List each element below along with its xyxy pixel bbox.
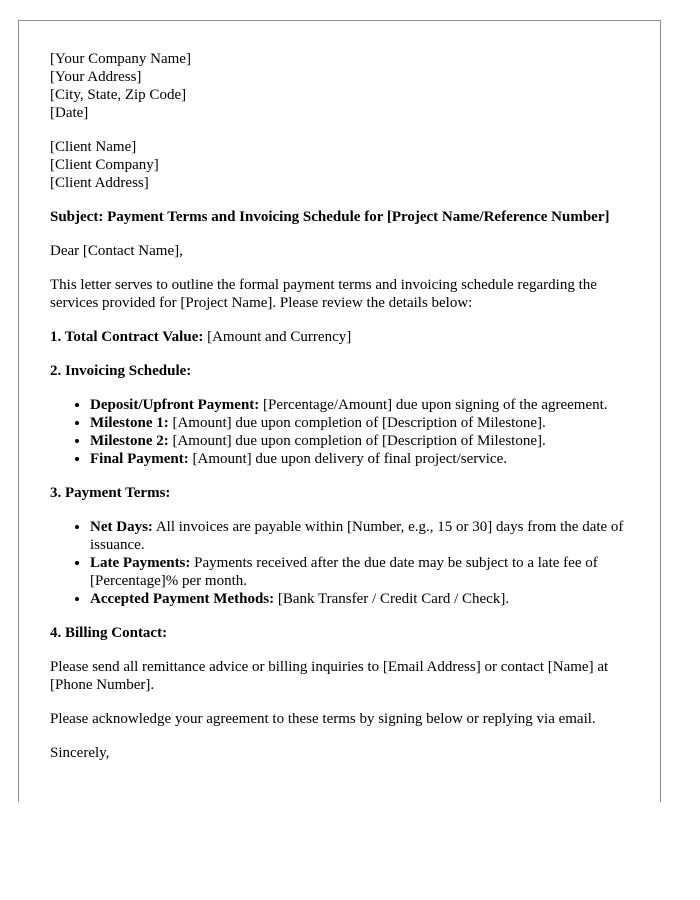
sender-address: [Your Address] xyxy=(50,69,142,85)
payment-terms-list xyxy=(50,518,640,608)
list-item-text: [Bank Transfer / Credit Card / Check]. xyxy=(274,591,510,607)
intro-paragraph: This letter serves to outline the formal payment terms and invoicing schedule regarding the services provided for [Project Name]. Please review the details below: xyxy=(50,277,597,311)
list-item-label: Accepted Payment Methods: xyxy=(90,591,275,607)
contract-value-text: [Amount and Currency] xyxy=(203,329,352,345)
billing-contact-paragraph: Please send all remittance advice or billing inquiries to [Email Address] or contact [Name] at [Phone Number]. xyxy=(50,659,609,693)
invoicing-list xyxy=(50,396,640,468)
list-item xyxy=(90,554,640,590)
letter-page xyxy=(18,20,661,802)
invoicing-heading: 2. Invoicing Schedule: xyxy=(50,363,192,379)
list-item-text: Payments received after the due date may be subject to a late fee of [Percentage]% per month. xyxy=(90,555,598,589)
payment-terms-heading: 3. Payment Terms: xyxy=(50,485,171,501)
contract-value-label: 1. Total Contract Value: xyxy=(50,329,204,345)
list-item xyxy=(90,432,640,450)
recipient-company: [Client Company] xyxy=(50,157,159,173)
list-item xyxy=(90,396,640,414)
list-item-label: Milestone 2: xyxy=(90,433,169,449)
list-item xyxy=(90,590,640,608)
sender-block xyxy=(50,50,640,122)
list-item-label: Final Payment: xyxy=(90,451,189,467)
recipient-block xyxy=(50,138,640,192)
list-item-label: Late Payments: xyxy=(90,555,191,571)
letter-body xyxy=(50,50,640,778)
contract-value-section xyxy=(50,328,640,346)
list-item-label: Deposit/Upfront Payment: xyxy=(90,397,260,413)
list-item-text: [Amount] due upon delivery of final project/service. xyxy=(188,451,507,467)
list-item xyxy=(90,450,640,468)
list-item-text: [Amount] due upon completion of [Description of Milestone]. xyxy=(168,415,546,431)
closing: Sincerely, xyxy=(50,745,110,761)
salutation: Dear [Contact Name], xyxy=(50,243,183,259)
acknowledgement-paragraph: Please acknowledge your agreement to these terms by signing below or replying via email. xyxy=(50,711,596,727)
list-item-label: Net Days: xyxy=(90,519,153,535)
list-item-label: Milestone 1: xyxy=(90,415,169,431)
recipient-name: [Client Name] xyxy=(50,139,137,155)
list-item xyxy=(90,518,640,554)
recipient-address: [Client Address] xyxy=(50,175,149,191)
letter-date: [Date] xyxy=(50,105,89,121)
list-item-text: [Amount] due upon completion of [Description of Milestone]. xyxy=(168,433,546,449)
list-item-text: [Percentage/Amount] due upon signing of the agreement. xyxy=(259,397,608,413)
sender-city-state-zip: [City, State, Zip Code] xyxy=(50,87,187,103)
list-item xyxy=(90,414,640,432)
sender-company: [Your Company Name] xyxy=(50,51,191,67)
subject-line: Subject: Payment Terms and Invoicing Schedule for [Project Name/Reference Number] xyxy=(50,209,610,225)
billing-contact-heading: 4. Billing Contact: xyxy=(50,625,168,641)
list-item-text: All invoices are payable within [Number, e.g., 15 or 30] days from the date of issuance. xyxy=(90,519,624,553)
